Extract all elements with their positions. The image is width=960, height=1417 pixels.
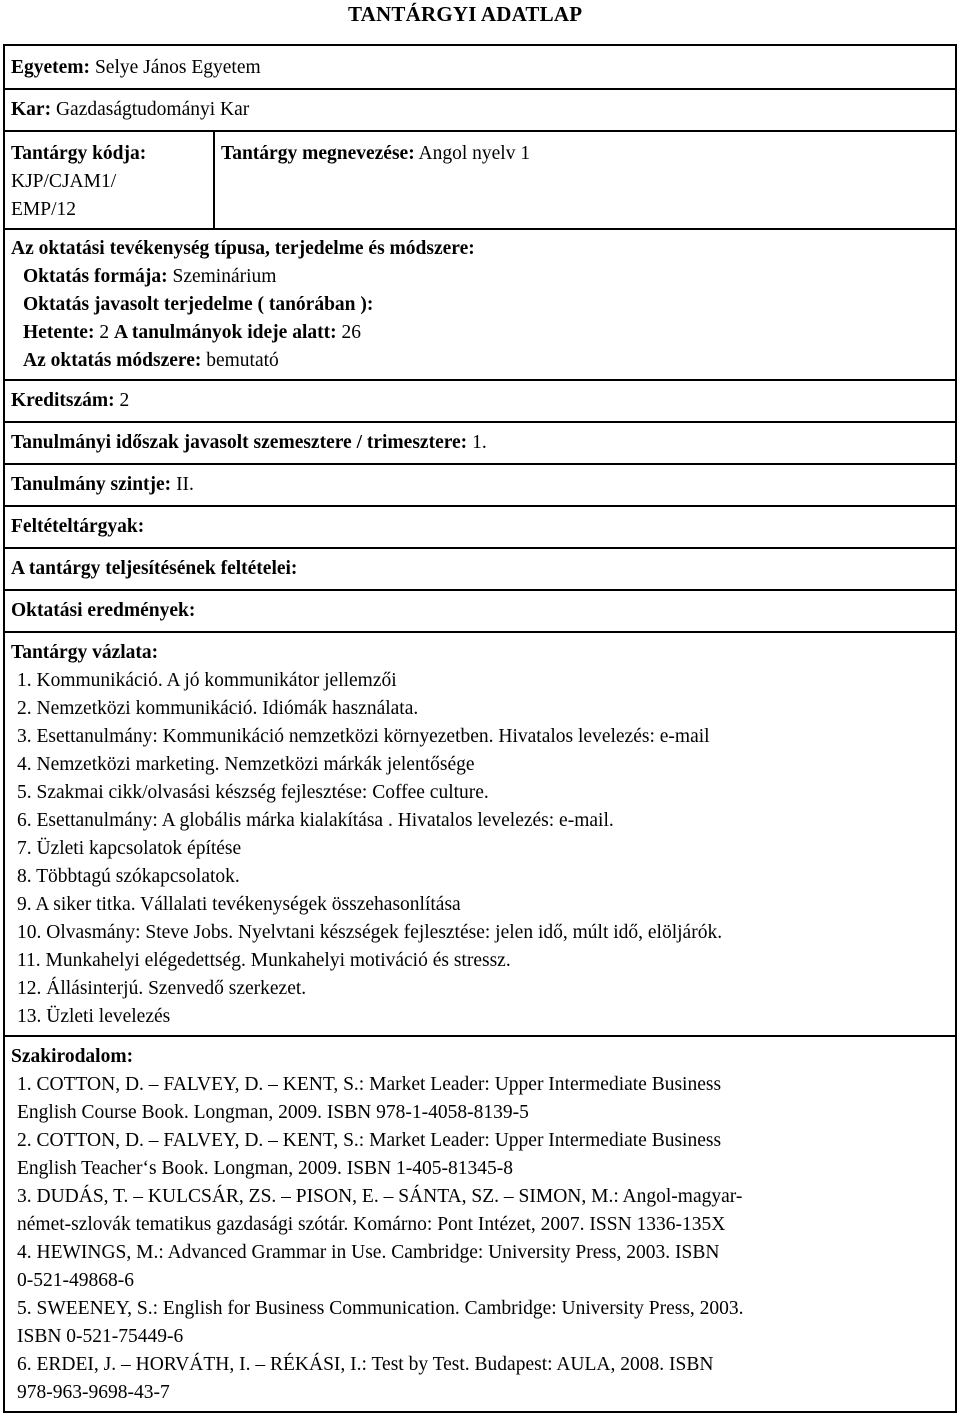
course-code-cell (4, 131, 214, 229)
outline-label: Tantárgy vázlata: (11, 642, 159, 663)
teaching-form-line (11, 263, 949, 291)
outline-item: 10. Olvasmány: Steve Jobs. Nyelvtani készségek fejlesztése: jelen idő, múlt idő, elöljárók. (17, 922, 723, 943)
faculty-row (4, 89, 956, 131)
total-value: 26 (341, 322, 361, 343)
literature-line: 5. SWEENEY, S.: English for Business Communication. Cambridge: University Press, 2003. (17, 1298, 744, 1319)
literature-line: 2. COTTON, D. – FALVEY, D. – KENT, S.: Market Leader: Upper Intermediate Business (17, 1130, 722, 1151)
teaching-hours-line (11, 319, 949, 347)
literature-row (4, 1036, 956, 1412)
credits-value: 2 (119, 390, 130, 411)
course-name-label: Tantárgy megnevezése: (221, 143, 415, 164)
requirements-label: A tantárgy teljesítésének feltételei: (11, 558, 298, 579)
weekly-label: Hetente: (23, 322, 95, 343)
outline-item: 11. Munkahelyi elégedettség. Munkahelyi motiváció és stressz. (17, 950, 511, 971)
literature-line: 0-521-49868-6 (17, 1270, 134, 1291)
credits-label: Kreditszám: (11, 390, 115, 411)
course-name-value: Angol nyelv 1 (418, 143, 531, 164)
semester-row (4, 422, 956, 464)
level-row (4, 464, 956, 506)
semester-label: Tanulmányi időszak javasolt szemesztere / trimesztere: (11, 432, 468, 453)
outline-item: 12. Állásinterjú. Szenvedő szerkezet. (17, 978, 307, 999)
outline-item: 13. Üzleti levelezés (17, 1006, 171, 1027)
outline-item: 6. Esettanulmány: A globális márka kialakítása . Hivatalos levelezés: e-mail. (17, 810, 614, 831)
outline-item: 4. Nemzetközi marketing. Nemzetközi márkák jelentősége (17, 754, 475, 775)
teaching-row (4, 229, 956, 380)
literature-line: 6. ERDEI, J. – HORVÁTH, I. – RÉKÁSI, I.: Test by Test. Budapest: AULA, 2008. ISBN (17, 1354, 714, 1375)
outline-item: 1. Kommunikáció. A jó kommunikátor jellemzői (17, 670, 397, 691)
prerequisites-row (4, 506, 956, 548)
teaching-scope-label: Oktatás javasolt terjedelme ( tanórában ): (23, 294, 374, 315)
teaching-heading: Az oktatási tevékenység típusa, terjedelme és módszere: (11, 238, 475, 259)
method-label: Az oktatás módszere: (23, 350, 202, 371)
outline-item: 2. Nemzetközi kommunikáció. Idiómák használata. (17, 698, 419, 719)
literature-line: 978-963-9698-43-7 (17, 1382, 170, 1403)
course-id-row (4, 131, 956, 229)
university-label: Egyetem: (11, 57, 91, 78)
semester-value: 1. (472, 432, 487, 453)
literature-line: ISBN 0-521-75449-6 (17, 1326, 184, 1347)
method-value: bemutató (206, 350, 279, 371)
outline-item: 8. Többtagú szókapcsolatok. (17, 866, 240, 887)
outline-item: 5. Szakmai cikk/olvasási készség fejlesztése: Coffee culture. (17, 782, 489, 803)
literature-line: 3. DUDÁS, T. – KULCSÁR, ZS. – PISON, E. – SÁNTA, SZ. – SIMON, M.: Angol-magyar- (17, 1186, 743, 1207)
outcomes-label: Oktatási eredmények: (11, 600, 196, 621)
outline-row (4, 632, 956, 1036)
outline-item: 7. Üzleti kapcsolatok építése (17, 838, 242, 859)
literature-line: 1. COTTON, D. – FALVEY, D. – KENT, S.: Market Leader: Upper Intermediate Business (17, 1074, 722, 1095)
faculty-value: Gazdaságtudományi Kar (55, 99, 250, 120)
literature-label: Szakirodalom: (11, 1046, 134, 1067)
university-value: Selye János Egyetem (94, 57, 261, 78)
course-name-cell (214, 131, 956, 229)
credits-row (4, 380, 956, 422)
requirements-row (4, 548, 956, 590)
teaching-form-value: Szeminárium (172, 266, 277, 287)
literature-line: English Teacher‘s Book. Longman, 2009. ISBN 1-405-81345-8 (17, 1158, 514, 1179)
outcomes-row (4, 590, 956, 632)
course-code-label: Tantárgy kódja: (11, 143, 147, 164)
teaching-method-line (11, 347, 949, 375)
course-code-value-2: EMP/12 (11, 199, 77, 220)
prerequisites-label: Feltételtárgyak: (11, 516, 145, 537)
outline-item: 3. Esettanulmány: Kommunikáció nemzetközi környezetben. Hivatalos levelezés: e-mail (17, 726, 710, 747)
university-row (4, 45, 956, 89)
literature-line: English Course Book. Longman, 2009. ISBN 978-1-4058-8139-5 (17, 1102, 529, 1123)
outline-item: 9. A siker titka. Vállalati tevékenységek összehasonlítása (17, 894, 461, 915)
total-label: A tanulmányok ideje alatt: (113, 322, 337, 343)
course-datasheet-table (3, 44, 957, 1413)
page-title: TANTÁRGYI ADATLAP (348, 2, 583, 26)
weekly-value: 2 (99, 322, 110, 343)
level-value: II. (176, 474, 194, 495)
teaching-form-label: Oktatás formája: (23, 266, 168, 287)
course-code-value-1: KJP/CJAM1/ (11, 171, 117, 192)
level-label: Tanulmány szintje: (11, 474, 172, 495)
literature-line: német-szlovák tematikus gazdasági szótár. Komárno: Pont Intézet, 2007. ISSN 1336-135X (17, 1214, 726, 1235)
literature-line: 4. HEWINGS, M.: Advanced Grammar in Use. Cambridge: University Press, 2003. ISBN (17, 1242, 720, 1263)
literature-list (11, 1071, 949, 1407)
faculty-label: Kar: (11, 99, 52, 120)
outline-list (11, 667, 949, 1031)
